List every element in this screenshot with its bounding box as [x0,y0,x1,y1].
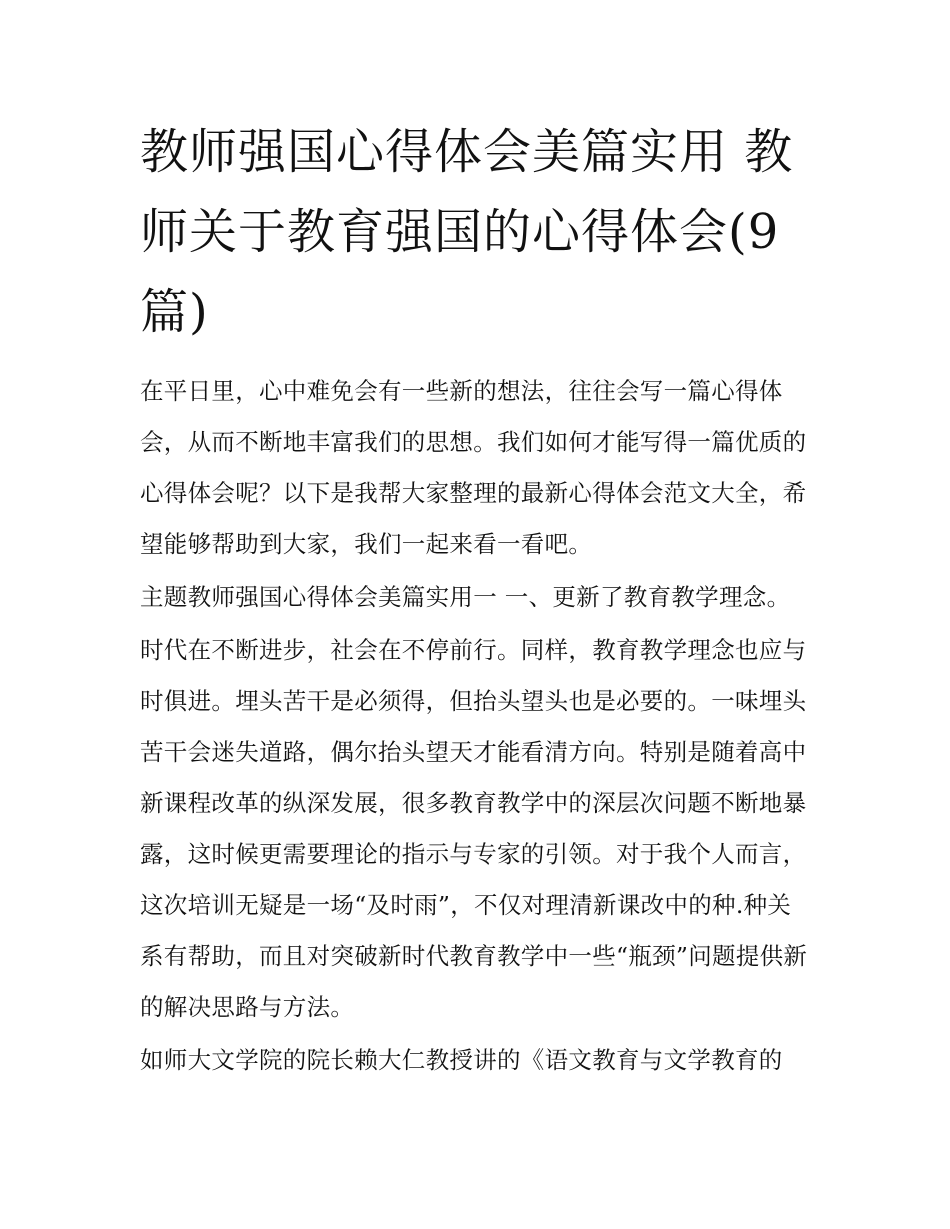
paragraph-body: 时代在不断进步，社会在不停前行。同样，教育教学理念也应与时俱进。埋头苦干是必须得，但抬头望头也是必要的。一味埋头苦干会迷失道路，偶尔抬头望天才能看清方向。特别是随着高中新课程改革的纵深发展，很多教育教学中的深层次问题不断地暴露，这时候更需要理论的指示与专家的引领。对于我个人而言，这次培训无疑是一场“及时雨”，不仅对理清新课改中的种.种关系有帮助，而且对突破新时代教育教学中一些“瓶颈”问题提供新的解决思路与方法。 [140,636,808,1021]
paragraph-intro: 在平日里，心中难免会有一些新的想法，往往会写一篇心得体会，从而不断地丰富我们的思想。我们如何才能写得一篇优质的心得体会呢？以下是我帮大家整理的最新心得体会范文大全，希望能够帮助到大家，我们一起来看一看吧。 [140,377,807,558]
paragraph-section-heading: 主题教师强国心得体会美篇实用一 一、更新了教育教学理念。 [140,583,791,611]
paragraph-continuation: 如师大文学院的院长赖大仁教授讲的《语文教育与文学教育的 [140,1046,783,1074]
document-title: 教师强国心得体会美篇实用 教师关于教育强国的心得体会(9篇) [140,124,794,340]
document-body [140,112,812,1088]
